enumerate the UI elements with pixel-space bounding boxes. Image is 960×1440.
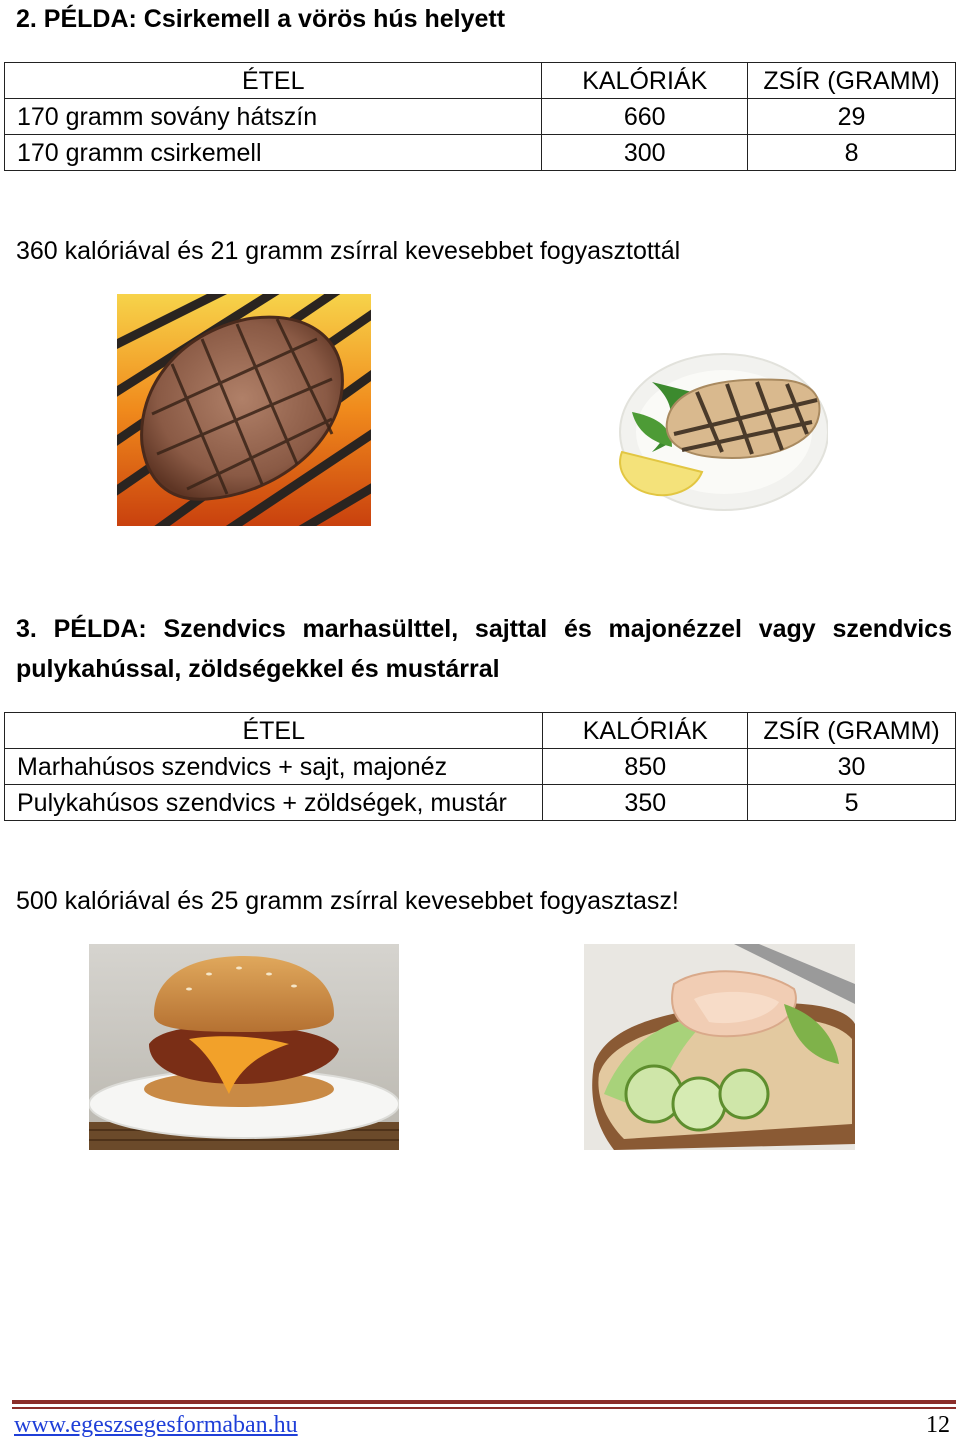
table-header-row (5, 713, 956, 749)
table-row (5, 785, 956, 821)
grilled-steak-image (117, 294, 371, 526)
cell-calories: 350 (543, 785, 748, 821)
example3-table (4, 712, 956, 821)
cell-fat: 8 (748, 135, 956, 171)
header-food: ÉTEL (5, 63, 542, 99)
cell-calories: 660 (542, 99, 748, 135)
table-row (5, 749, 956, 785)
page-number: 12 (926, 1412, 950, 1438)
grilled-chicken-image (612, 322, 828, 518)
example2-heading: 2. PÉLDA: Csirkemell a vörös hús helyett (16, 5, 506, 33)
cell-fat: 30 (748, 749, 956, 785)
website-link[interactable]: www.egeszsegesformaban.hu (14, 1412, 298, 1438)
table-row (5, 135, 956, 171)
header-calories: KALÓRIÁK (542, 63, 748, 99)
header-fat: ZSÍR (GRAMM) (748, 63, 956, 99)
cell-fat: 5 (748, 785, 956, 821)
header-fat: ZSÍR (GRAMM) (748, 713, 956, 749)
header-calories: KALÓRIÁK (543, 713, 748, 749)
example3-heading-line1: 3. PÉLDA: Szendvics marhasülttel, sajttal és majonézzel vagy szendvics (16, 615, 952, 643)
header-food: ÉTEL (5, 713, 543, 749)
cell-calories: 300 (542, 135, 748, 171)
cell-food: Pulykahúsos szendvics + zöldségek, mustár (5, 785, 543, 821)
footer-rule (12, 1400, 956, 1404)
beef-sandwich-image (89, 944, 399, 1150)
footer-rule-thin (12, 1407, 956, 1409)
cell-food: Marhahúsos szendvics + sajt, majonéz (5, 749, 543, 785)
turkey-sandwich-image (584, 944, 855, 1150)
example2-table (4, 62, 956, 171)
cell-fat: 29 (748, 99, 956, 135)
table-header-row (5, 63, 956, 99)
cell-food: 170 gramm sovány hátszín (5, 99, 542, 135)
cell-calories: 850 (543, 749, 748, 785)
example2-summary: 360 kalóriával és 21 gramm zsírral kevesebbet fogyasztottál (16, 237, 681, 265)
example3-summary: 500 kalóriával és 25 gramm zsírral kevesebbet fogyasztasz! (16, 887, 679, 915)
table-row (5, 99, 956, 135)
cell-food: 170 gramm csirkemell (5, 135, 542, 171)
example3-heading-line2: pulykahússal, zöldségekkel és mustárral (16, 655, 500, 683)
